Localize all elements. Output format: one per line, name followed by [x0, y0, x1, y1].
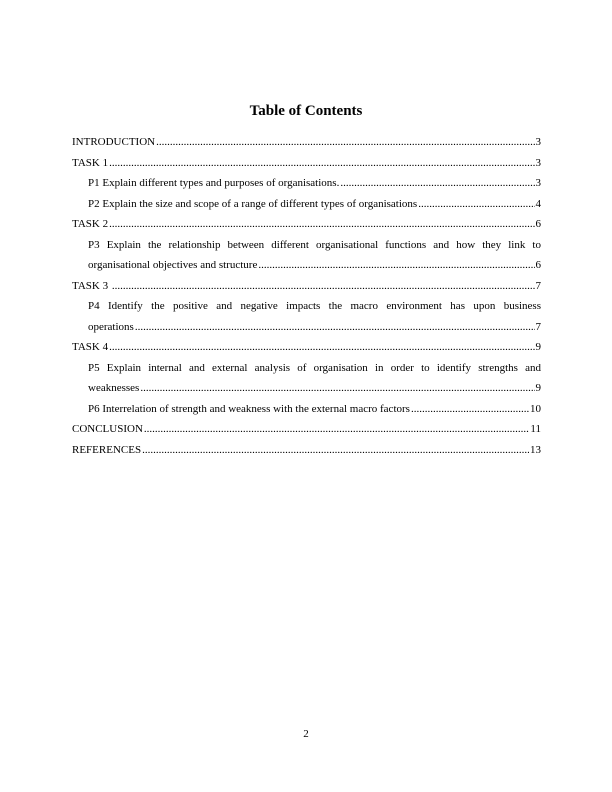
- toc-entry-label: INTRODUCTION: [72, 136, 156, 148]
- toc-entry-label-line-1: P3 Explain the relationship between different organisational functions and how they link to: [88, 238, 541, 251]
- toc-entry-page: 3: [535, 136, 541, 148]
- dot-leader: [112, 276, 535, 297]
- dot-leader: [258, 255, 534, 276]
- dot-leader: [109, 153, 534, 174]
- toc-entry-page: 11: [530, 423, 541, 435]
- toc-entry-page: 9: [535, 382, 541, 394]
- toc-entry-references[interactable]: [72, 440, 541, 461]
- toc-entry-label: TASK 2: [72, 218, 109, 230]
- toc-entry-page: 6: [535, 259, 541, 271]
- toc-entry-task-4[interactable]: [72, 337, 541, 358]
- dot-leader: [340, 173, 534, 194]
- toc-entry-label: P1 Explain different types and purposes of organisations.: [88, 177, 340, 189]
- toc-title: Table of Contents: [249, 103, 363, 119]
- toc-entry-page: 4: [535, 197, 541, 210]
- toc-entry-p2[interactable]: [72, 194, 541, 215]
- toc-entry-label: weaknesses: [88, 382, 140, 394]
- toc-entry-task-1[interactable]: [72, 153, 541, 174]
- toc-entry-label: TASK 1: [72, 156, 109, 169]
- toc-entry-label-line-1: P5 Explain internal and external analysis of organisation in order to identify strengths and: [88, 361, 541, 374]
- toc-entry-page: 10: [530, 402, 541, 415]
- table-of-contents: [72, 132, 541, 460]
- toc-entry-page: 3: [535, 177, 541, 189]
- dot-leader: [411, 399, 529, 420]
- toc-entry-label: P6 Interrelation of strength and weakness with the external macro factors: [88, 402, 410, 415]
- dot-leader: [418, 194, 534, 215]
- toc-entry-label: P2 Explain the size and scope of a range of different types of organisations: [88, 197, 418, 210]
- dot-leader: [140, 378, 534, 399]
- dot-leader: [156, 132, 534, 153]
- toc-entry-label-line-1: P4 Identify the positive and negative impacts the macro environment has upon business: [88, 300, 541, 312]
- dot-leader: [142, 440, 529, 461]
- toc-entry-page: 9: [535, 341, 541, 353]
- toc-entry-label: TASK 4: [72, 341, 109, 353]
- dot-leader: [109, 337, 534, 358]
- toc-entry-label: operations: [88, 320, 134, 333]
- dot-leader: [144, 419, 530, 440]
- toc-entry-page: 3: [535, 156, 541, 169]
- toc-entry-p6[interactable]: [72, 399, 541, 420]
- dot-leader: [109, 214, 534, 235]
- toc-entry-p1[interactable]: [72, 173, 541, 194]
- page-number: 2: [303, 728, 309, 740]
- toc-entry-p4[interactable]: [72, 296, 541, 337]
- toc-entry-page: 6: [535, 218, 541, 230]
- toc-entry-task-3[interactable]: [72, 276, 541, 297]
- toc-entry-introduction[interactable]: [72, 132, 541, 153]
- toc-entry-page: 13: [530, 443, 541, 456]
- toc-entry-page: 7: [535, 320, 541, 333]
- toc-entry-p3[interactable]: [72, 235, 541, 276]
- toc-entry-conclusion[interactable]: [72, 419, 541, 440]
- toc-entry-label: CONCLUSION: [72, 423, 143, 435]
- toc-entry-page: 7: [535, 279, 541, 292]
- toc-entry-label: organisational objectives and structure: [88, 259, 258, 271]
- toc-entry-label: REFERENCES: [72, 443, 142, 456]
- dot-leader: [135, 317, 535, 338]
- toc-entry-task-2[interactable]: [72, 214, 541, 235]
- toc-entry-p5[interactable]: [72, 358, 541, 399]
- toc-entry-label: TASK 3: [72, 279, 111, 292]
